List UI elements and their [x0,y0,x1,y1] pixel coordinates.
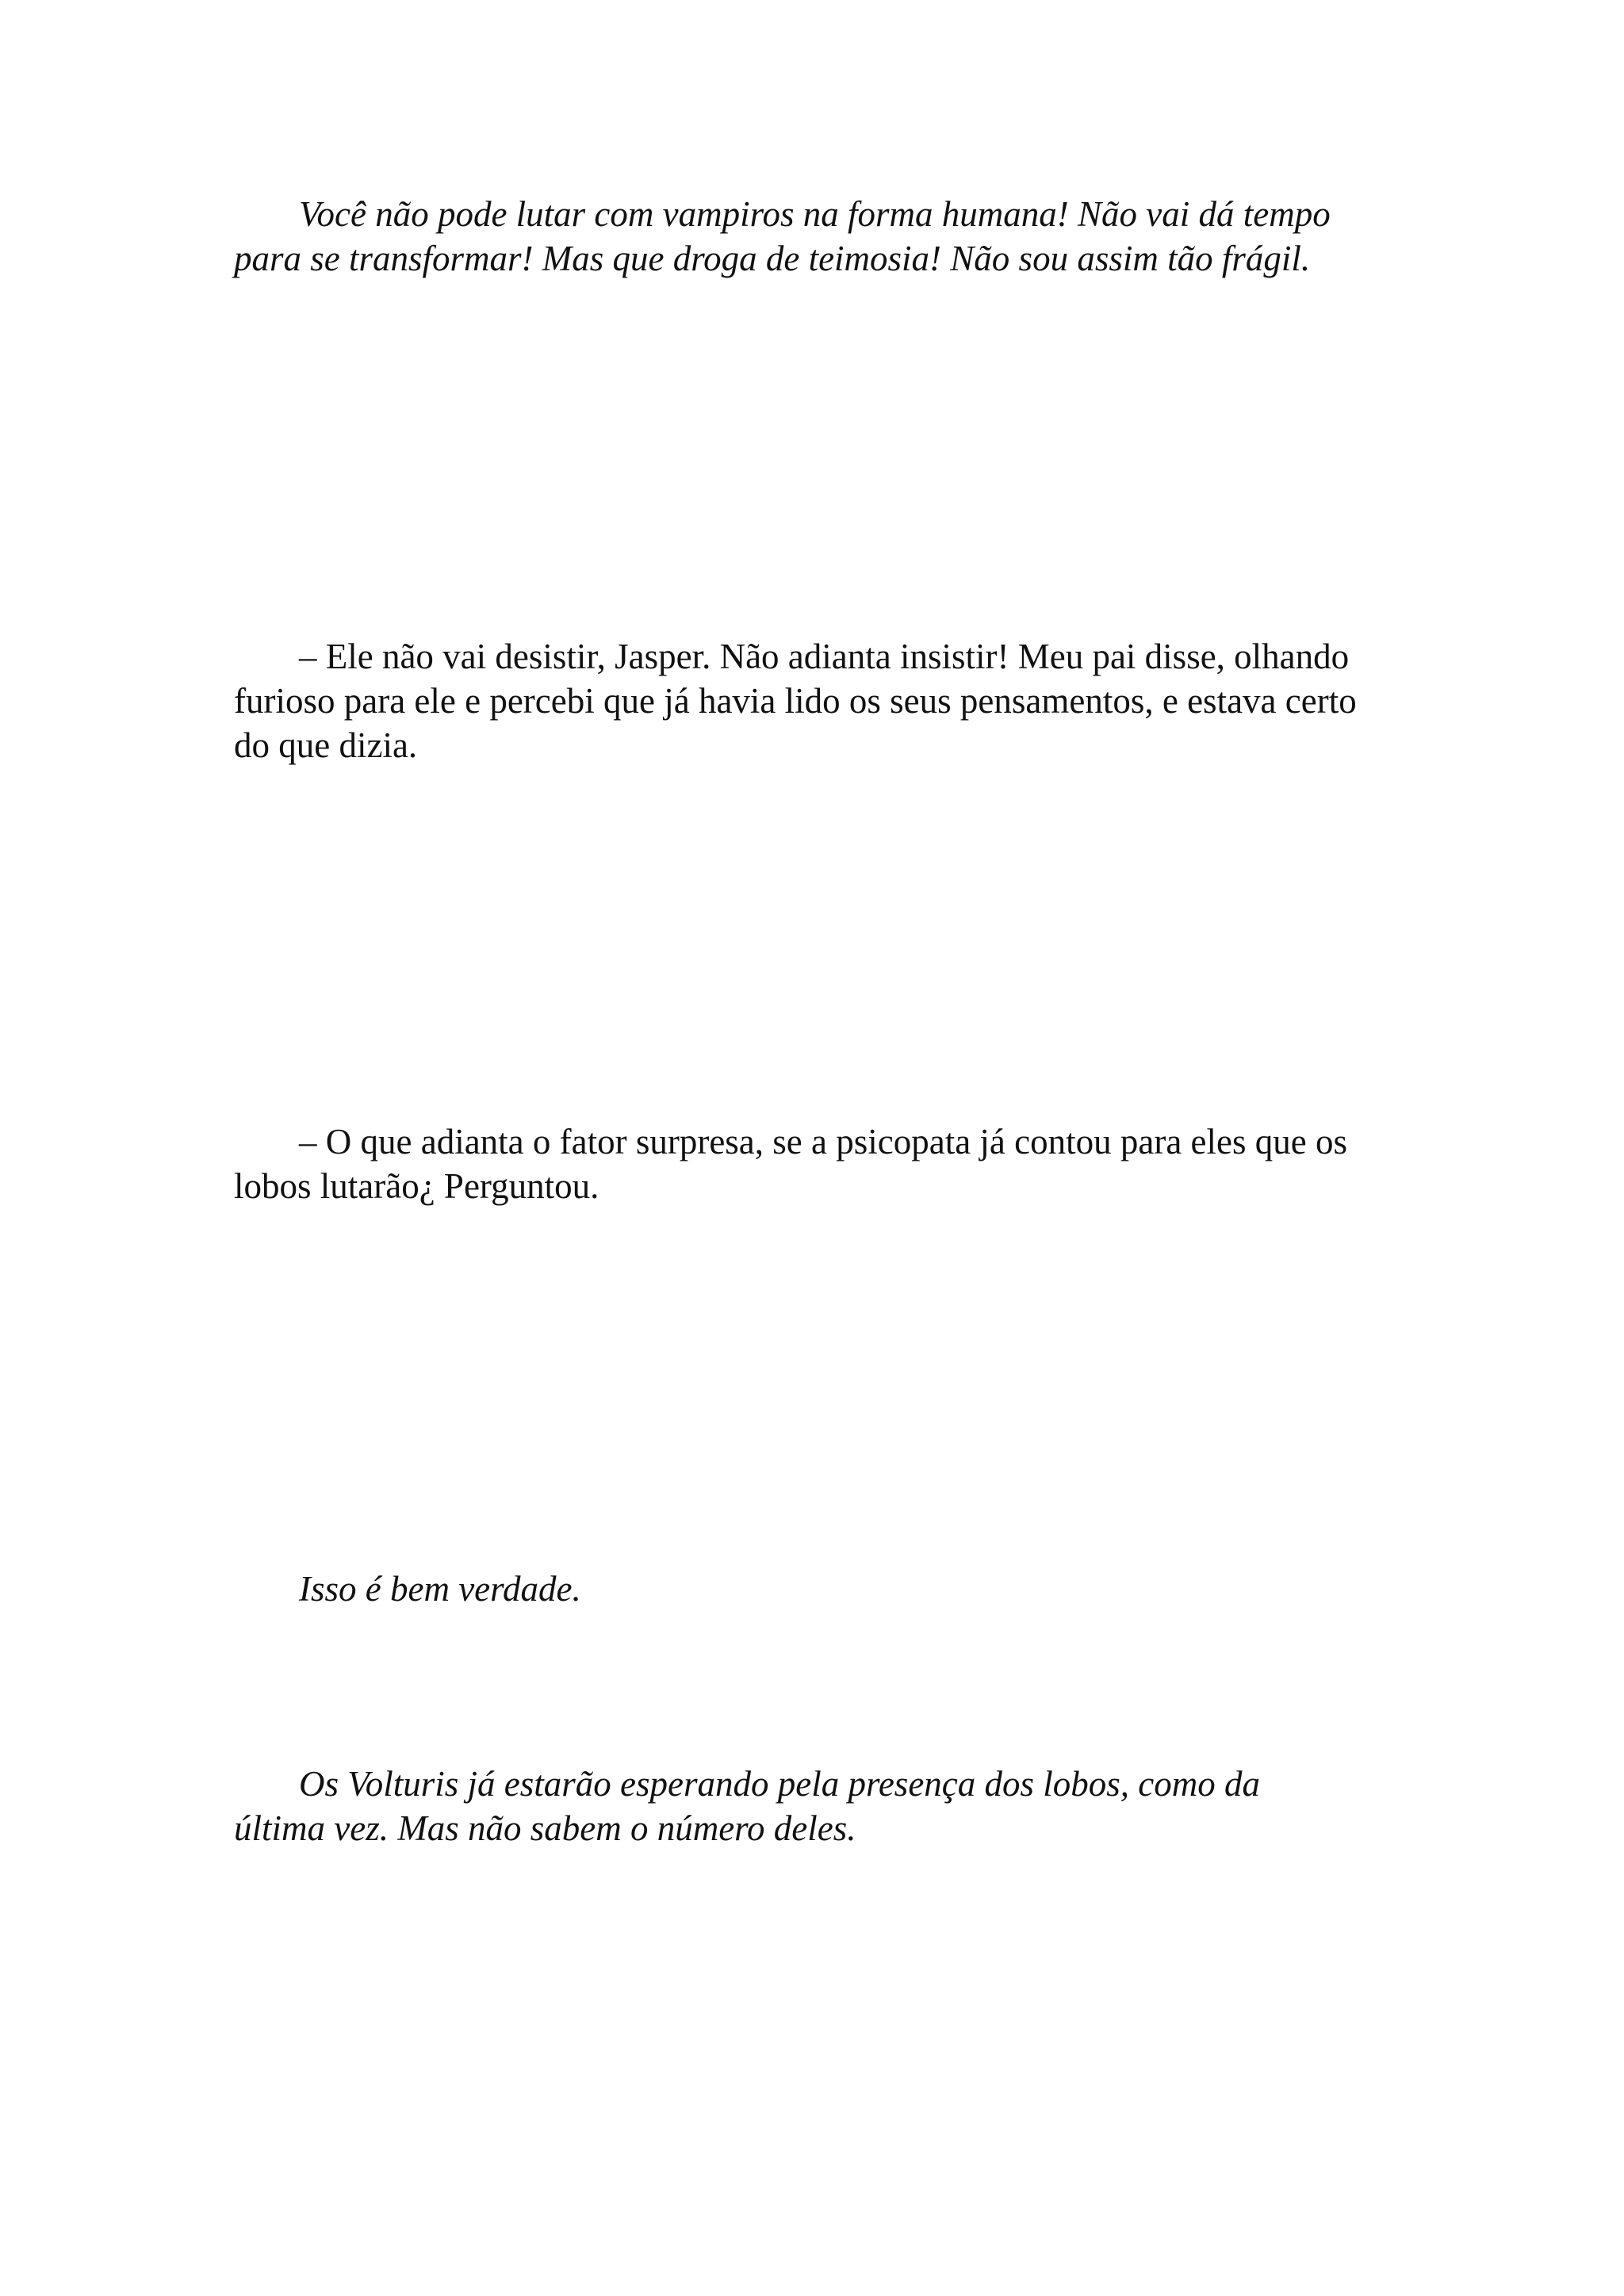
paragraph-thought-3 [234,1762,1423,1850]
text-line: – O que adianta o fator surpresa, se a psicopata já contou para eles que os [299,1122,1348,1161]
paragraph-thought-1 [234,192,1423,281]
text-line: Você não pode lutar com vampiros na forma humana! Não vai dá tempo [299,194,1331,234]
text-line: última vez. Mas não sabem o número deles. [234,1808,856,1848]
text-line: furioso para ele e percebi que já havia lido os seus pensamentos, e estava certo [234,681,1357,721]
text-line: Isso é bem verdade. [299,1569,581,1609]
paragraph-dialogue-2 [234,1119,1423,1208]
paragraph-dialogue-1 [234,634,1423,767]
text-line: lobos lutarão¿ Perguntou. [234,1166,599,1206]
text-line: para se transformar! Mas que droga de teimosia! Não sou assim tão frágil. [234,239,1311,278]
text-line: Os Volturis já estarão esperando pela presença dos lobos, como da [299,1764,1261,1804]
paragraph-thought-2 [234,1567,1423,1611]
text-line: do que dizia. [234,725,418,765]
text-line: – Ele não vai desistir, Jasper. Não adianta insistir! Meu pai disse, olhando [299,637,1350,676]
